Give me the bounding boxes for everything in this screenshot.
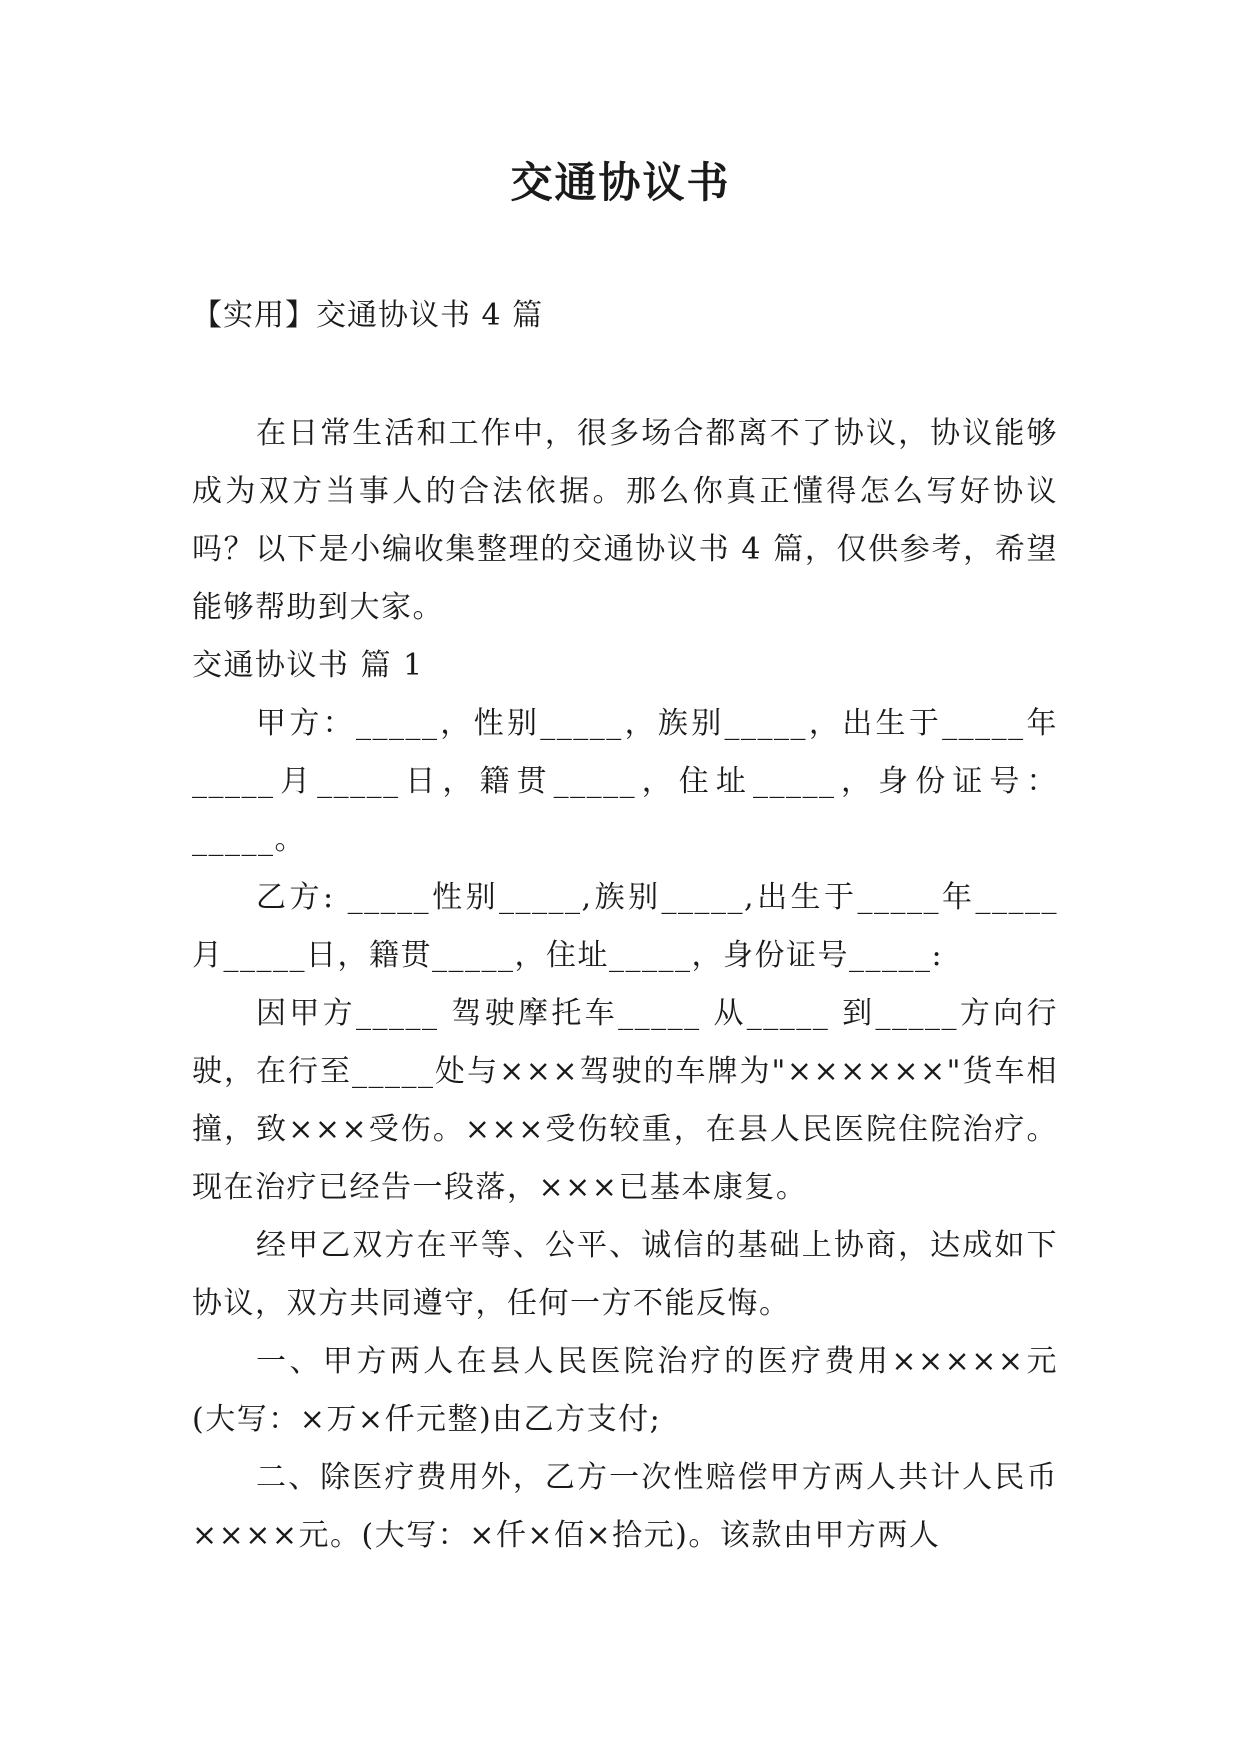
agreement-paragraph: 经甲乙双方在平等、公平、诚信的基础上协商，达成如下协议，双方共同遵守，任何一方不能反悔。 [192,1228,1058,1321]
party-b-paragraph: 乙方: _____性别_____,族别_____,出生于_____年_____月_____日，籍贯_____，住址_____，身份证号_____: [192,880,1058,973]
document-subtitle: 【实用】交通协议书 4 篇 [192,298,544,333]
party-a-paragraph: 甲方：_____，性别_____，族别_____，出生于_____年_____月_____日，籍贯_____，住址_____，身份证号：_____。 [192,706,1058,857]
clause-two-paragraph: 二、除医疗费用外，乙方一次性赔偿甲方两人共计人民币××××元。(大写：×仟×佰×拾元)。该款由甲方两人 [192,1460,1058,1553]
document-title: 交通协议书 [510,158,731,207]
section-heading: 交通协议书 篇 1 [192,648,424,683]
incident-paragraph: 因甲方_____ 驾驶摩托车_____ 从_____ 到_____方向行驶，在行至_____处与×××驾驶的车牌为"××××××"货车相撞，致×××受伤。×××受伤较重，在县人民医院住院治疗。现在治疗已经告一段落，×××已基本康复。 [192,996,1058,1205]
clause-one-paragraph: 一、甲方两人在县人民医院治疗的医疗费用×××××元(大写：×万×仟元整)由乙方支付; [192,1344,1058,1437]
intro-paragraph: 在日常生活和工作中，很多场合都离不了协议，协议能够成为双方当事人的合法依据。那么你真正懂得怎么写好协议吗？以下是小编收集整理的交通协议书 4 篇，仅供参考，希望能够帮助到大家。 [192,416,1058,625]
document-body [192,405,1058,1565]
